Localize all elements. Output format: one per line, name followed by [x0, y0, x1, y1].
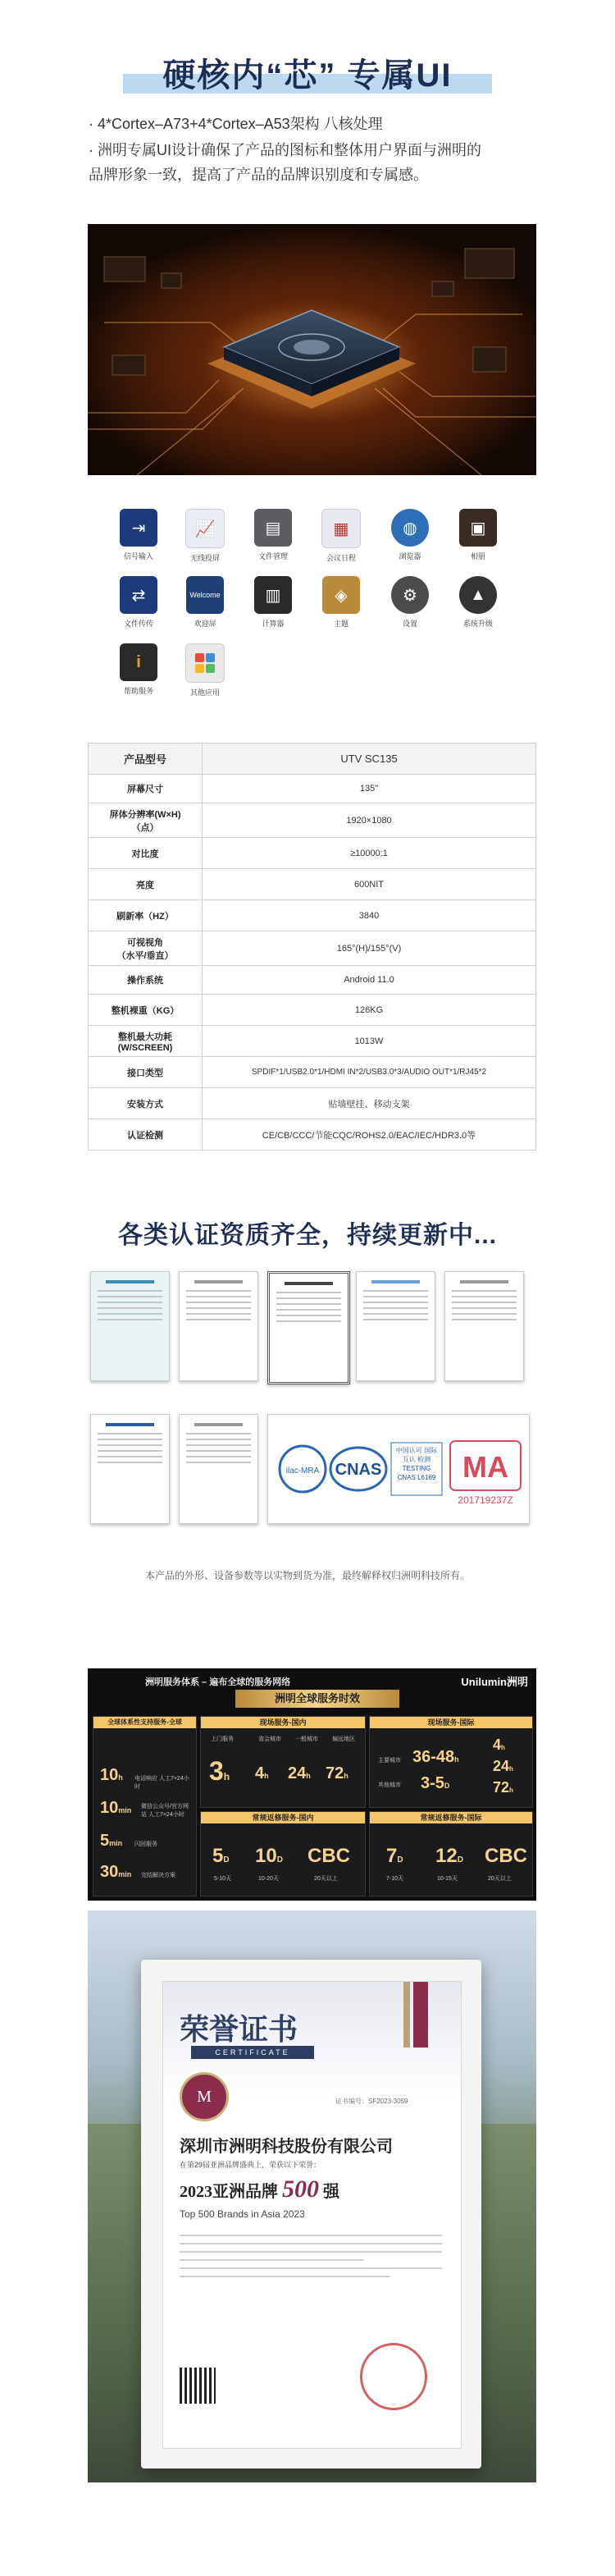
panel-title: 全球体系性支持服务-全球	[93, 1717, 196, 1728]
accreditation-logos	[267, 1414, 530, 1524]
award-intro: 在第29届亚洲品牌盛典上，荣获以下荣誉：	[180, 2161, 321, 2169]
app-settings[interactable]	[377, 576, 443, 629]
global-support-panel	[93, 1716, 197, 1897]
processor-chip-image	[88, 224, 536, 475]
ribbon-stripe	[403, 1982, 410, 2048]
spec-value: 126KG	[203, 995, 536, 1026]
award-english: Top 500 Brands in Asia 2023	[180, 2208, 305, 2220]
app-browser[interactable]	[377, 509, 443, 561]
spec-key: 对比度	[89, 838, 203, 869]
time-value: 12	[435, 1845, 458, 1867]
spec-value: 135"	[203, 775, 536, 803]
app-label: 其他应用	[189, 689, 220, 697]
app-label: 无线投屏	[189, 554, 220, 562]
cma-mark: MA	[462, 1450, 508, 1484]
time-unit: h	[223, 1771, 230, 1782]
app-label: 相册	[470, 552, 485, 560]
table-row	[89, 744, 536, 775]
table-row	[89, 869, 536, 900]
panel-title: 常规返修服务-国际	[370, 1812, 532, 1823]
table-row	[89, 838, 536, 869]
time-unit: min	[118, 1870, 132, 1878]
time-unit: D	[223, 1855, 230, 1865]
spec-key: 产品型号	[89, 744, 203, 775]
spec-value: UTV SC135	[203, 744, 536, 775]
spec-value: 600NIT	[203, 869, 536, 900]
certificate-thumbnail	[179, 1414, 258, 1524]
service-brand-text: 洲明服务体系 – 遍布全球的服务网络	[145, 1677, 291, 1687]
calendar-icon: ▦	[321, 509, 361, 548]
unilumin-logo: Unilumin洲明	[461, 1676, 528, 1688]
app-label: 文件管理	[257, 552, 288, 560]
time-value: 3-5	[421, 1774, 444, 1792]
service-network-banner	[88, 1668, 536, 1901]
accreditation-logo-strip	[268, 1415, 529, 1523]
company-name: 深圳市洲明科技股份有限公司	[180, 2138, 393, 2156]
app-theme[interactable]	[308, 576, 374, 629]
certificate-thumbnail	[90, 1414, 170, 1524]
time-unit: min	[118, 1806, 132, 1814]
transfer-icon: ⇄	[120, 576, 157, 614]
time-unit: min	[109, 1839, 123, 1847]
app-other-apps[interactable]	[172, 643, 238, 698]
section-heading	[123, 49, 492, 98]
bullet-cpu: · 4*Cortex–A73+4*Cortex–A53架构 八核处理	[89, 116, 383, 132]
table-row	[89, 995, 536, 1026]
certificate-number: 证书编号：SF2023-3059	[335, 2098, 408, 2105]
app-file-manager[interactable]	[240, 509, 306, 561]
app-label: 系统升级	[462, 620, 493, 628]
time-unit: D	[444, 1782, 450, 1790]
page-title: 硬核内“芯” 专属UI	[162, 57, 453, 94]
time-value: CBC	[485, 1845, 527, 1867]
table-row	[89, 775, 536, 803]
cnas-testing-text: 中国认可 国际互认 检测 TESTING CNAS L6169	[395, 1447, 438, 1481]
app-signal-input[interactable]	[106, 509, 171, 561]
tier-label: 5-10天	[214, 1876, 232, 1882]
app-calculator[interactable]	[240, 576, 306, 629]
spec-key: 屏幕尺寸	[89, 775, 203, 803]
app-label: 设置	[402, 620, 417, 628]
qr-code	[180, 2368, 216, 2404]
time-unit: h	[454, 1755, 459, 1764]
time-value: 30	[100, 1863, 119, 1881]
international-repair-panel	[369, 1811, 533, 1897]
app-label: 计算器	[262, 620, 285, 628]
app-system-upgrade[interactable]	[445, 576, 511, 629]
time-value: 24	[288, 1764, 307, 1782]
time-value: 4	[255, 1764, 265, 1782]
spec-key: 整机裸重（KG）	[89, 995, 203, 1026]
time-value: CBC	[308, 1845, 350, 1867]
ilac-logo-text: ilac-MRA	[285, 1466, 320, 1476]
spec-value: ≥10000:1	[203, 838, 536, 869]
table-row	[89, 1088, 536, 1119]
folder-icon: ▤	[254, 509, 292, 547]
spec-value: 165°(H)/155°(V)	[203, 931, 536, 966]
upgrade-icon: ▲	[459, 576, 497, 614]
table-row	[89, 900, 536, 931]
time-unit: h	[509, 1787, 513, 1794]
certificate-title: 荣誉证书	[180, 2013, 298, 2046]
spec-key: 接口类型	[89, 1057, 203, 1088]
service-desc: 微信公众号/官方网站 人工7×24小时	[141, 1804, 189, 1818]
panel-title: 现场服务-国内	[201, 1717, 365, 1728]
time-value: 7	[386, 1845, 398, 1867]
table-row	[89, 1026, 536, 1057]
table-row	[89, 1119, 536, 1151]
tier-label: 其他城市	[378, 1782, 401, 1788]
time-value: 24	[493, 1758, 510, 1774]
tier-label: 主要城市	[378, 1758, 401, 1764]
photo-icon: ▣	[459, 509, 497, 547]
gear-icon: ⚙	[391, 576, 429, 614]
tier-label: 10-20天	[258, 1876, 279, 1882]
spec-value: SPDIF*1/USB2.0*1/HDMI IN*2/USB3.0*3/AUDIO OUT*1/RJ45*2	[203, 1057, 536, 1088]
spec-key: 安装方式	[89, 1088, 203, 1119]
spec-key: 刷新率（HZ）	[89, 900, 203, 931]
app-wireless-cast[interactable]	[172, 509, 238, 563]
spec-value: CE/CB/CCC/节能CQC/ROHS2.0/EAC/IEC/HDR3.0等	[203, 1119, 536, 1151]
time-unit: h	[501, 1744, 505, 1751]
time-value: 4	[493, 1736, 502, 1753]
certificate-thumbnail	[356, 1271, 435, 1381]
tier-label: 20天以上	[488, 1876, 512, 1882]
tier-label: 20天以上	[314, 1876, 338, 1882]
bullet-ui-cont: 品牌形象一致，提高了产品的品牌识别度和专属感。	[89, 167, 428, 183]
cast-icon: 📈	[185, 509, 225, 548]
certificate-body-text	[180, 2228, 442, 2284]
spec-table	[88, 743, 536, 1151]
domestic-onsite-panel	[200, 1716, 366, 1808]
tier-label: 省会城市	[258, 1736, 281, 1742]
spec-value: 贴墙壁挂、移动支架	[203, 1088, 536, 1119]
time-unit: h	[306, 1772, 311, 1780]
app-label: 欢迎屏	[194, 620, 216, 628]
globe-icon: ◍	[391, 509, 429, 547]
app-welcome-screen[interactable]	[172, 576, 238, 629]
time-value: 3	[209, 1756, 224, 1786]
tier-label: 7-10天	[386, 1876, 404, 1882]
spec-key: 可视视角 （水平/垂直）	[89, 931, 203, 966]
app-photos[interactable]	[445, 509, 511, 561]
certificate-thumbnail	[90, 1271, 170, 1381]
time-value: 72	[326, 1764, 344, 1782]
service-headline: 洲明全球服务时效	[235, 1690, 399, 1708]
chip-illustration	[88, 224, 536, 475]
certificate-subtitle: CERTIFICATE	[191, 2046, 314, 2059]
spec-key: 亮度	[89, 869, 203, 900]
panel-title: 现场服务-国际	[370, 1717, 532, 1728]
service-desc: 完结解决方案	[141, 1873, 175, 1878]
calculator-icon: ▥	[254, 576, 292, 614]
app-file-transfer[interactable]	[106, 576, 171, 629]
international-onsite-panel	[369, 1716, 533, 1808]
time-value: 72	[493, 1779, 510, 1796]
certifications-heading: 各类认证资质齐全，持续更新中...	[117, 1222, 497, 1249]
theme-icon: ◈	[322, 576, 360, 614]
table-row	[89, 1057, 536, 1088]
certificate-paper	[162, 1981, 462, 2449]
table-row	[89, 966, 536, 995]
help-icon: i	[120, 643, 157, 681]
app-label: 信号输入	[123, 552, 153, 560]
time-value: 10	[100, 1799, 119, 1817]
ribbon	[413, 1982, 428, 2048]
time-unit: D	[276, 1855, 283, 1865]
spec-key: 屏体分辨率(W×H) （点）	[89, 803, 203, 838]
certificate-thumbnail	[267, 1271, 350, 1384]
spec-value: 3840	[203, 900, 536, 931]
app-label: 会议日程	[326, 554, 356, 562]
award-certificate-photo	[88, 1910, 536, 2482]
tier-label: 上门服务	[211, 1736, 234, 1742]
app-label: 帮助服务	[123, 687, 153, 695]
app-help-service[interactable]	[106, 643, 171, 696]
service-desc: 电话响应 人工7×24小时	[134, 1776, 189, 1790]
app-meeting-schedule[interactable]	[308, 509, 374, 563]
spec-key: 整机最大功耗 (W/SCREEN)	[89, 1026, 203, 1057]
apps-icon	[185, 643, 225, 683]
award-medal-icon: M	[180, 2072, 229, 2121]
certificate-thumbnail	[179, 1271, 258, 1381]
certificate-thumbnail	[444, 1271, 524, 1381]
tier-label: 一般城市	[295, 1736, 318, 1742]
award-main-text: 2023亚洲品牌	[180, 2183, 278, 2201]
app-label: 浏览器	[399, 552, 421, 560]
service-desc: 闪回服务	[134, 1842, 157, 1847]
app-label: 主题	[333, 620, 348, 628]
spec-value: 1920×1080	[203, 803, 536, 838]
bullet-ui: · 洲明专属UI设计确保了产品的图标和整体用户界面与洲明的	[89, 142, 481, 158]
time-unit: h	[344, 1772, 348, 1780]
time-value: 10	[100, 1766, 119, 1784]
table-row	[89, 931, 536, 966]
spec-value: Android 11.0	[203, 966, 536, 995]
time-unit: D	[457, 1855, 463, 1865]
domestic-repair-panel	[200, 1811, 366, 1897]
spec-key: 认证检测	[89, 1119, 203, 1151]
welcome-icon: Welcome	[186, 576, 224, 614]
time-unit: h	[118, 1773, 123, 1782]
time-unit: h	[264, 1772, 269, 1780]
input-icon: ⇥	[120, 509, 157, 547]
tier-label: 偏远地区	[332, 1736, 355, 1742]
time-value: 36-48	[412, 1748, 455, 1766]
tier-label: 10-15天	[437, 1876, 458, 1882]
apps-grid-glyph	[194, 652, 216, 675]
time-value: 10	[255, 1845, 277, 1867]
table-row	[89, 803, 536, 838]
app-label: 文件传传	[123, 620, 153, 628]
spec-key: 操作系统	[89, 966, 203, 995]
cma-number: 201719237Z	[458, 1494, 513, 1506]
white-frame	[141, 1960, 481, 2468]
official-seal	[360, 2343, 427, 2410]
spec-value: 1013W	[203, 1026, 536, 1057]
time-value: 5	[100, 1832, 110, 1850]
disclaimer: 本产品的外形、设备参数等以实物到货为准，最终解释权归洲明科技所有。	[144, 1570, 470, 1581]
award-suffix: 强	[323, 2183, 339, 2201]
time-unit: h	[509, 1765, 513, 1773]
panel-title: 常规返修服务-国内	[201, 1812, 365, 1823]
time-unit: D	[397, 1855, 403, 1865]
award-rank: 500	[282, 2176, 319, 2203]
award-title	[180, 2176, 339, 2203]
time-value: 5	[212, 1845, 224, 1867]
cnas-logo-text: CNAS	[335, 1461, 382, 1479]
